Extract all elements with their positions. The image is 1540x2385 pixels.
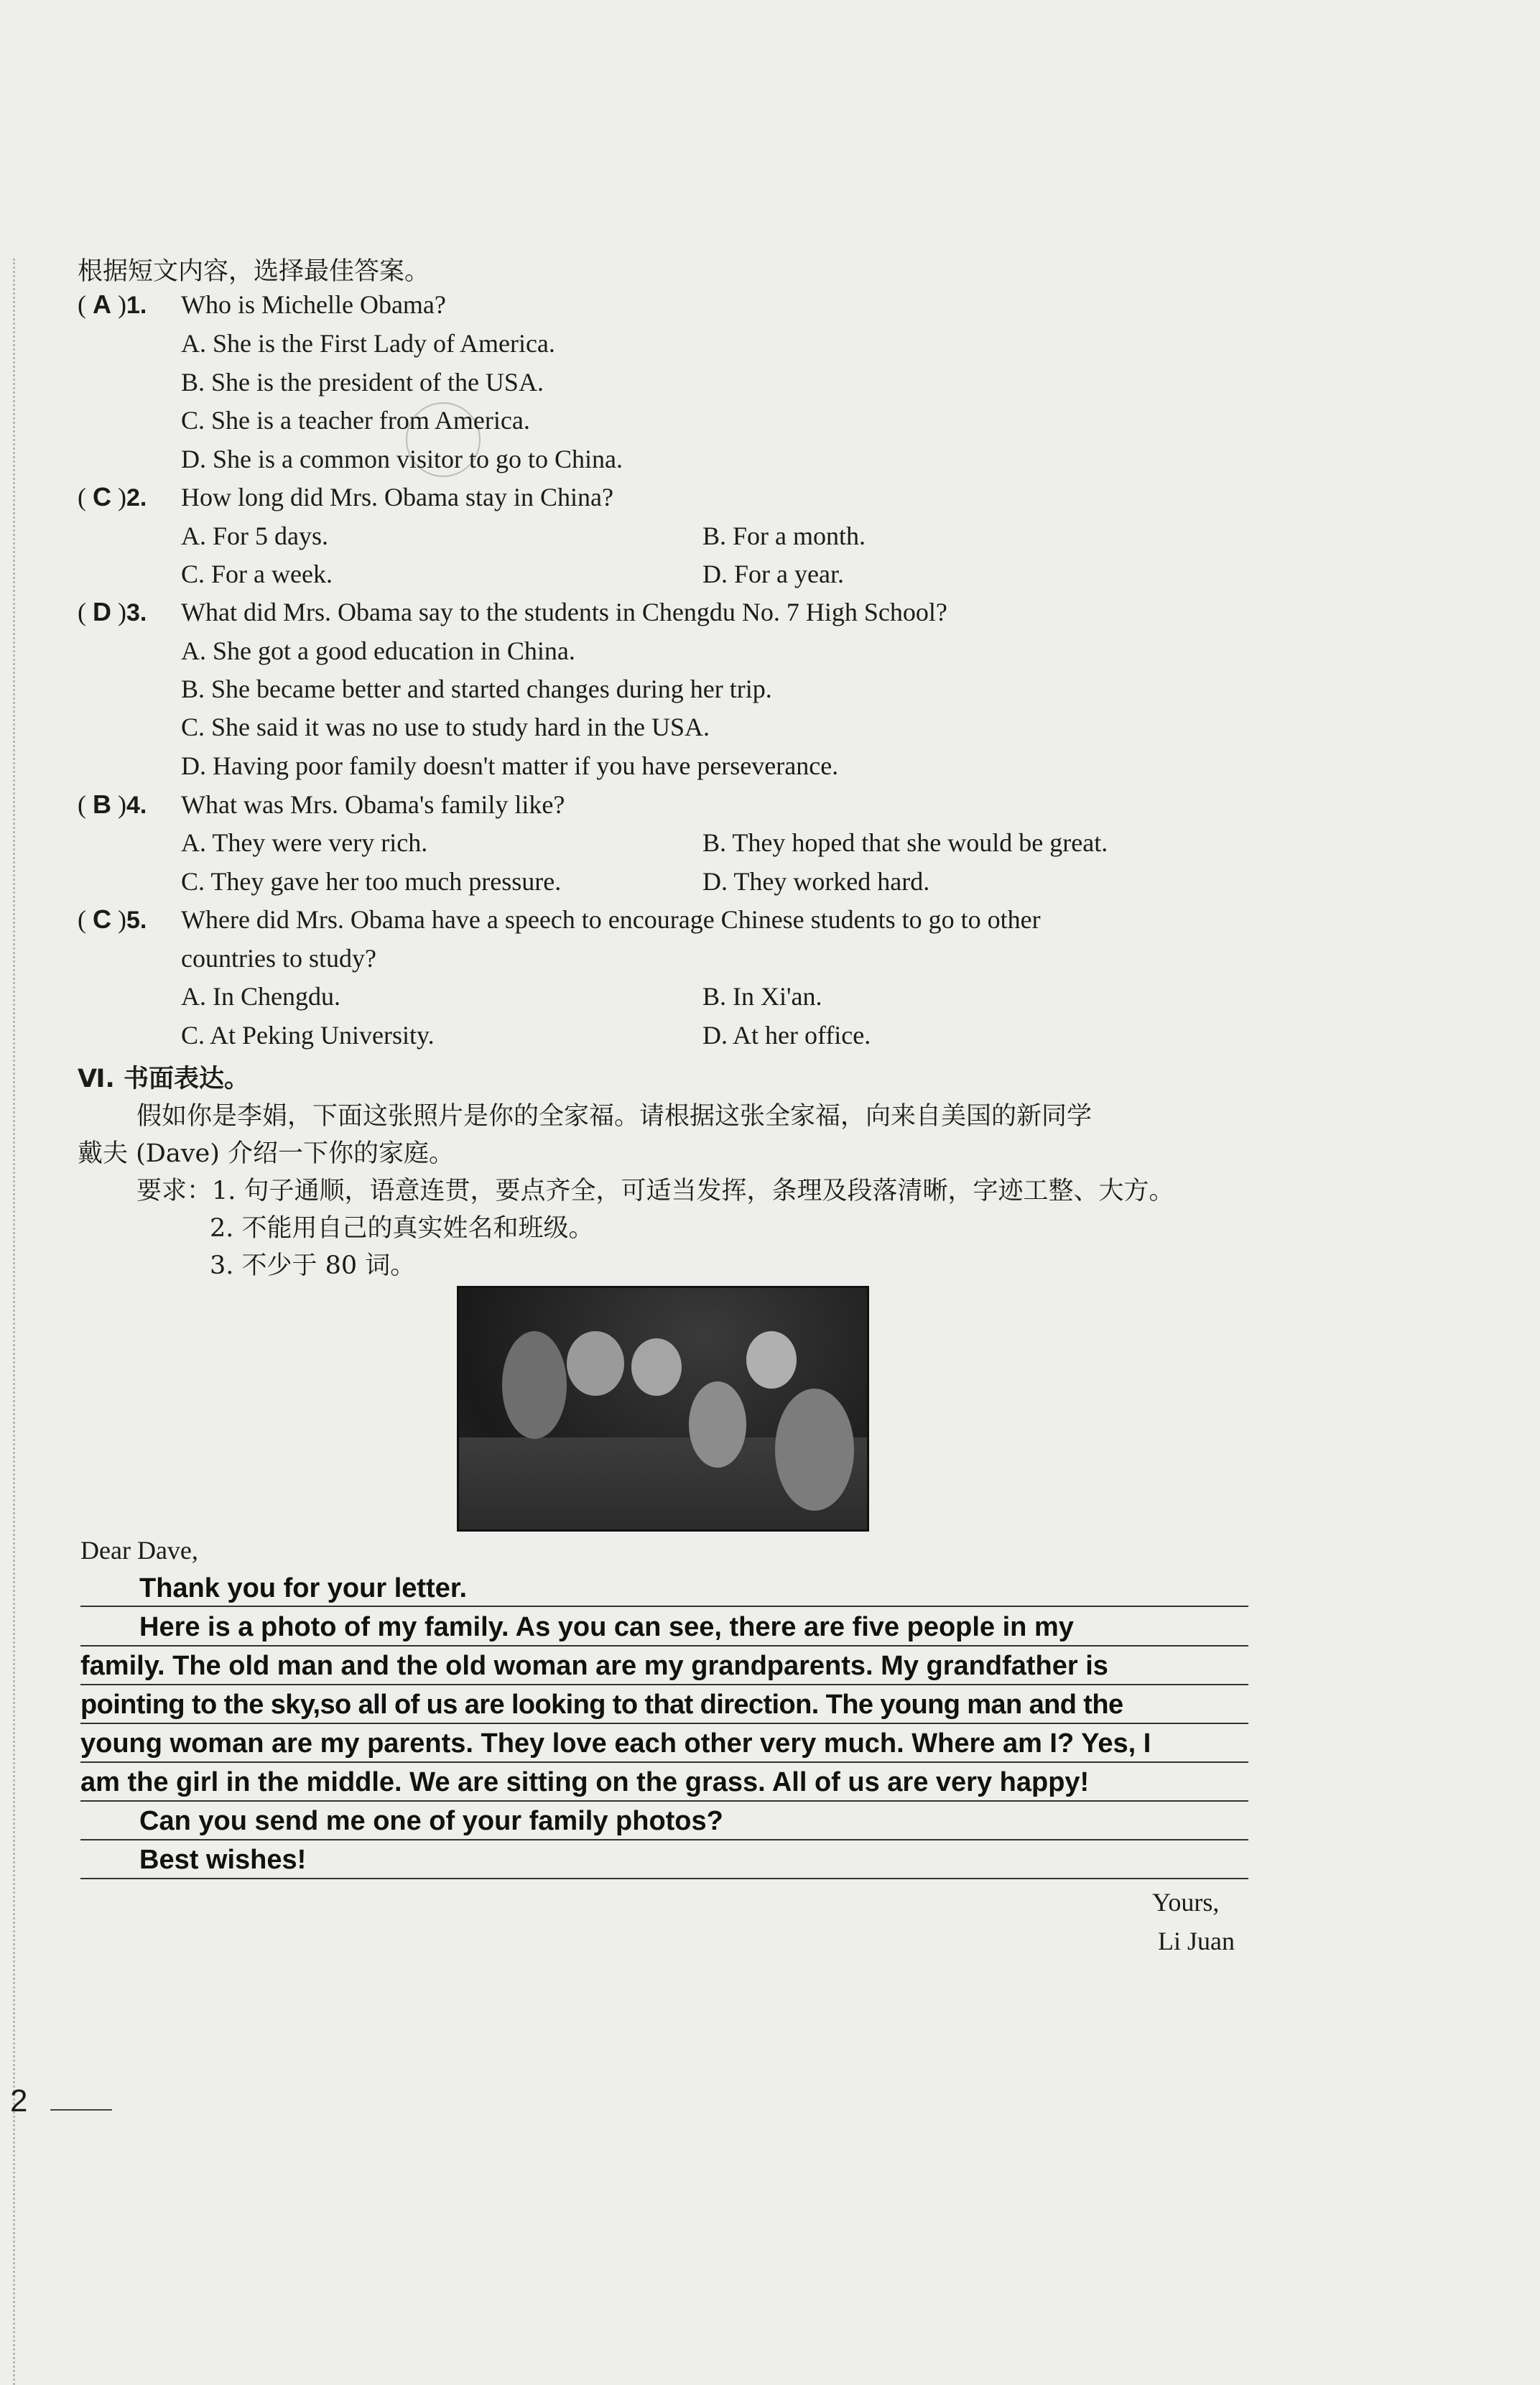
q3-option-c: C. She said it was no use to study hard in the USA. [181,713,710,741]
q1-option-d: D. She is a common visitor to go to China. [181,445,623,473]
family-photo [457,1286,869,1532]
question-5: ( C )5. [78,904,147,934]
question-3: ( D )3. [78,597,147,626]
q5-option-a: A. In Chengdu. [181,982,340,1011]
letter-line-8: Best wishes! [139,1845,307,1875]
q4-option-b: B. They hoped that she would be great. [702,828,1108,857]
letter-signature: Li Juan [1158,1927,1235,1955]
answer-3: D [93,597,111,626]
question-1-stem: Who is Michelle Obama? [181,290,446,319]
letter-line-3: family. The old man and the old woman are my grandparents. My grandfather is [80,1651,1108,1681]
instruction-text: 根据短文内容，选择最佳答案。 [78,257,430,286]
question-2: ( C )2. [78,482,147,511]
answer-5: C [93,904,111,934]
q1-option-c: C. She is a teacher from America. [181,406,530,435]
q1-option-a: A. She is the First Lady of America. [181,329,555,358]
q4-option-a: A. They were very rich. [181,828,428,857]
q3-option-b: B. She became better and started changes during her trip. [181,675,772,703]
requirement-1: 要求：1. 句子通顺，语意连贯，要点齐全，可适当发挥，条理及段落清晰，字迹工整、大方。 [136,1177,1174,1205]
q2-option-d: D. For a year. [702,560,844,588]
q3-option-d: D. Having poor family doesn't matter if you have perseverance. [181,751,839,780]
letter-line-1: Thank you for your letter. [139,1573,468,1603]
q1-option-b: B. She is the president of the USA. [181,368,544,397]
q5-option-c: C. At Peking University. [181,1021,435,1050]
question-5-stem-cont: countries to study? [181,944,376,973]
letter-line-5: young woman are my parents. They love each other very much. Where am I? Yes, I [80,1728,1151,1759]
answer-4: B [93,789,111,819]
q5-option-d: D. At her office. [702,1021,871,1050]
page-edge-dots [13,259,17,2385]
page-number: 2 [10,2083,28,2118]
question-4: ( B )4. [78,789,147,819]
question-3-stem: What did Mrs. Obama say to the students in Chengdu No. 7 High School? [181,598,947,626]
section-6-heading: Ⅵ. 书面表达。 [78,1065,249,1093]
letter-closing: Yours, [1152,1888,1220,1917]
letter-line-4: pointing to the sky,so all of us are looking to that direction. The young man and the [80,1690,1123,1720]
q3-option-a: A. She got a good education in China. [181,636,575,665]
section-6-prompt-2: 戴夫 (Dave) 介绍一下你的家庭。 [78,1139,454,1168]
q5-option-b: B. In Xi'an. [702,982,822,1011]
q2-option-c: C. For a week. [181,560,333,588]
letter-line-2: Here is a photo of my family. As you can see, there are five people in my [139,1612,1074,1642]
requirement-3: 3. 不少于 80 词。 [210,1251,416,1280]
requirement-2: 2. 不能用自己的真实姓名和班级。 [210,1214,594,1243]
section-6-prompt-1: 假如你是李娟，下面这张照片是你的全家福。请根据这张全家福，向来自美国的新同学 [136,1102,1093,1131]
letter-line-7: Can you send me one of your family photos? [139,1806,723,1836]
question-1: ( A )1. [78,290,147,319]
question-5-stem: Where did Mrs. Obama have a speech to encourage Chinese students to go to other [181,905,1041,934]
letter-salutation: Dear Dave, [80,1536,198,1565]
q4-option-d: D. They worked hard. [702,867,930,896]
q4-option-c: C. They gave her too much pressure. [181,867,562,896]
q2-option-b: B. For a month. [702,522,866,550]
answer-1: A [93,290,111,319]
question-4-stem: What was Mrs. Obama's family like? [181,790,565,819]
letter-line-6: am the girl in the middle. We are sitting on the grass. All of us are very happy! [80,1767,1090,1797]
question-2-stem: How long did Mrs. Obama stay in China? [181,483,613,511]
q2-option-a: A. For 5 days. [181,522,328,550]
answer-2: C [93,482,111,511]
